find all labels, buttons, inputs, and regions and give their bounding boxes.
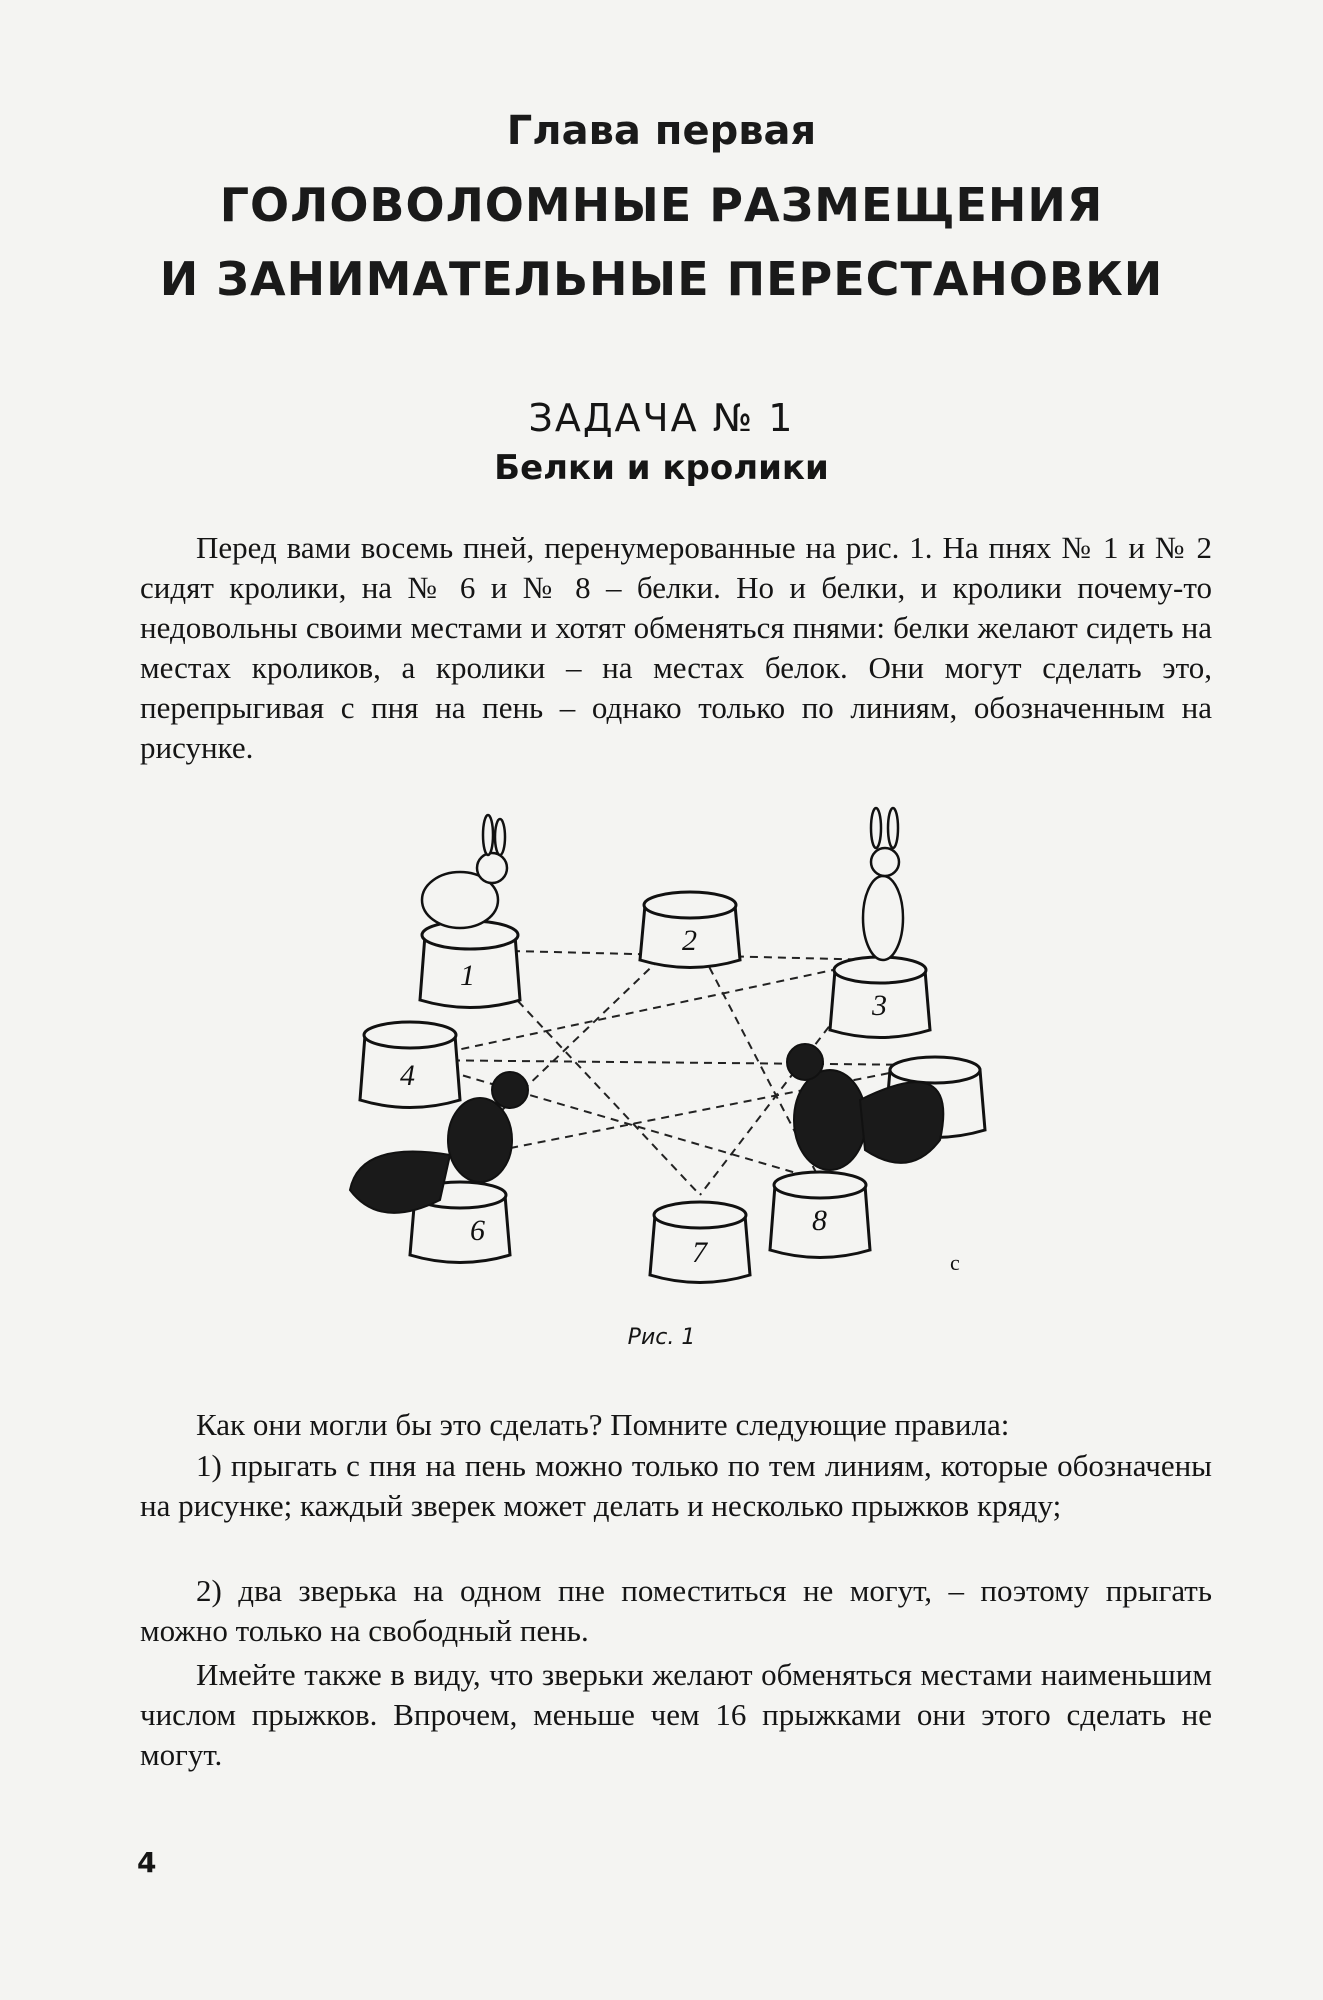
stump-3-number: 3 — [872, 989, 887, 1022]
rule-2: 2) два зверька на одном пне поместиться не могут, – поэтому прыгать можно только на свободный пень. — [140, 1573, 1212, 1648]
stump-6-number: 6 — [470, 1214, 485, 1247]
rabbit-3-illustration — [863, 808, 903, 960]
stump-2-number: 2 — [682, 924, 697, 957]
question-paragraph: Как они могли бы это сделать? Помните следующие правила: — [196, 1407, 1010, 1442]
page-number: 4 — [137, 1846, 157, 1879]
illustrator-signature: c — [950, 1250, 960, 1275]
chapter-title-line1: ГОЛОВОЛОМНЫЕ РАЗМЕЩЕНИЯ — [219, 178, 1104, 232]
task-title: Белки и кролики — [494, 448, 829, 488]
task-number: ЗАДАЧА № 1 — [528, 396, 795, 440]
stump-1-number: 1 — [460, 959, 475, 992]
chapter-title-line2: И ЗАНИМАТЕЛЬНЫЕ ПЕРЕСТАНОВКИ — [159, 252, 1164, 306]
rule-1: 1) прыгать с пня на пень можно только по тем линиям, которые обозначены на рисунке; каждый зверек может делать и несколько прыжков кряду; — [140, 1448, 1212, 1523]
rabbit-1-illustration — [422, 815, 507, 928]
figure-caption: Рис. 1 — [627, 1325, 696, 1350]
stump-8-number: 8 — [812, 1204, 827, 1237]
chapter-label: Глава первая — [506, 108, 817, 154]
figure-stumps-illustration — [320, 800, 1000, 1290]
stump-4-number: 4 — [400, 1059, 415, 1092]
stump-7-number: 7 — [692, 1236, 707, 1269]
intro-paragraph: Перед вами восемь пней, перенумерованные на рис. 1. На пнях № 1 и № 2 сидят кролики, на № 6 и № 8 – белки. Но и белки, и кролики почему-то недовольны своими местами и хотят обменяться пнями: белки желают сидеть на местах кроликов, а кролики – на местах белок. Они могут сделать это, перепрыгивая с пня на пень – однако только по линиям, обозначенным на рисунке. — [140, 530, 1212, 765]
closing-paragraph: Имейте также в виду, что зверьки желают обменяться местами наименьшим числом прыжков. Впрочем, меньше чем 16 прыжками они этого сделать не могут. — [140, 1657, 1212, 1772]
